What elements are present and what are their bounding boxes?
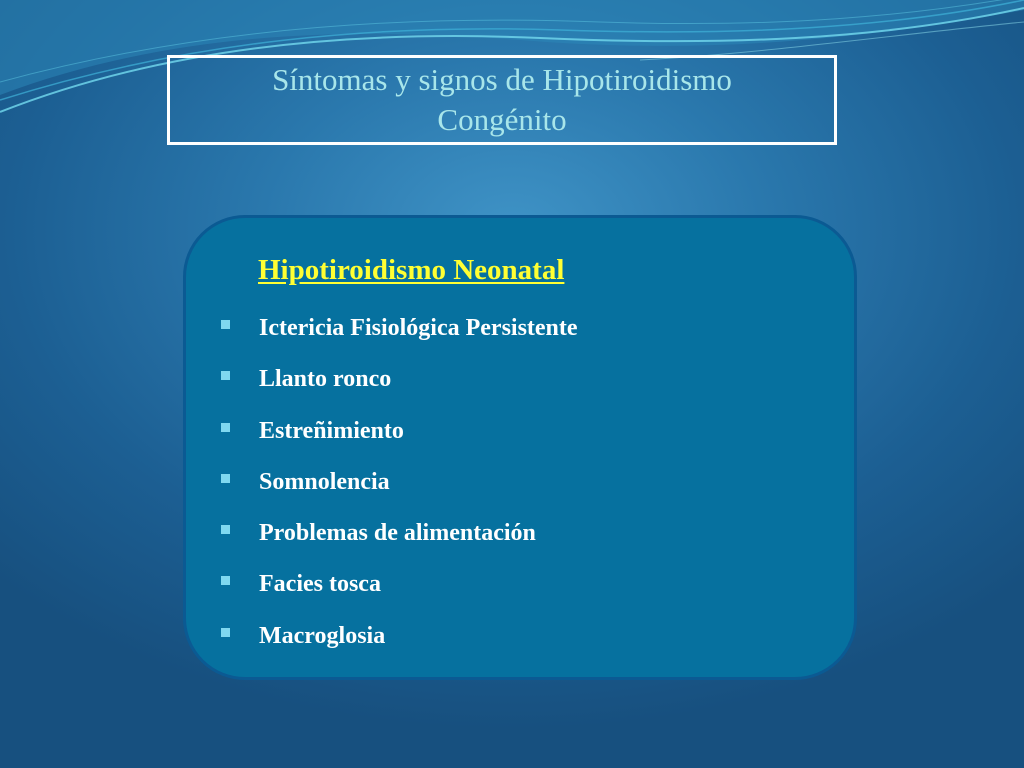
square-bullet-icon [221, 525, 230, 534]
square-bullet-icon [221, 576, 230, 585]
symptom-text: Somnolencia [259, 468, 390, 495]
symptom-text: Macroglosia [259, 622, 386, 649]
symptom-text: Llanto ronco [259, 366, 392, 393]
symptom-text: Ictericia Fisiológica Persistente [259, 315, 578, 341]
square-bullet-icon [221, 423, 230, 432]
square-bullet-icon [221, 320, 230, 329]
square-bullet-icon [221, 628, 230, 637]
symptom-text: Problemas de alimentación [259, 520, 536, 547]
slide-title-box [167, 55, 837, 145]
symptom-text: Facies tosca [259, 571, 381, 598]
slide-title-line1: Síntomas y signos de Hipotiroidismo [272, 62, 732, 97]
slide-title-line2: Congénito [437, 102, 567, 137]
panel-heading: Hipotiroidismo Neonatal [258, 254, 565, 286]
symptom-text: Estreñimiento [259, 417, 404, 444]
square-bullet-icon [221, 474, 230, 483]
square-bullet-icon [221, 371, 230, 380]
